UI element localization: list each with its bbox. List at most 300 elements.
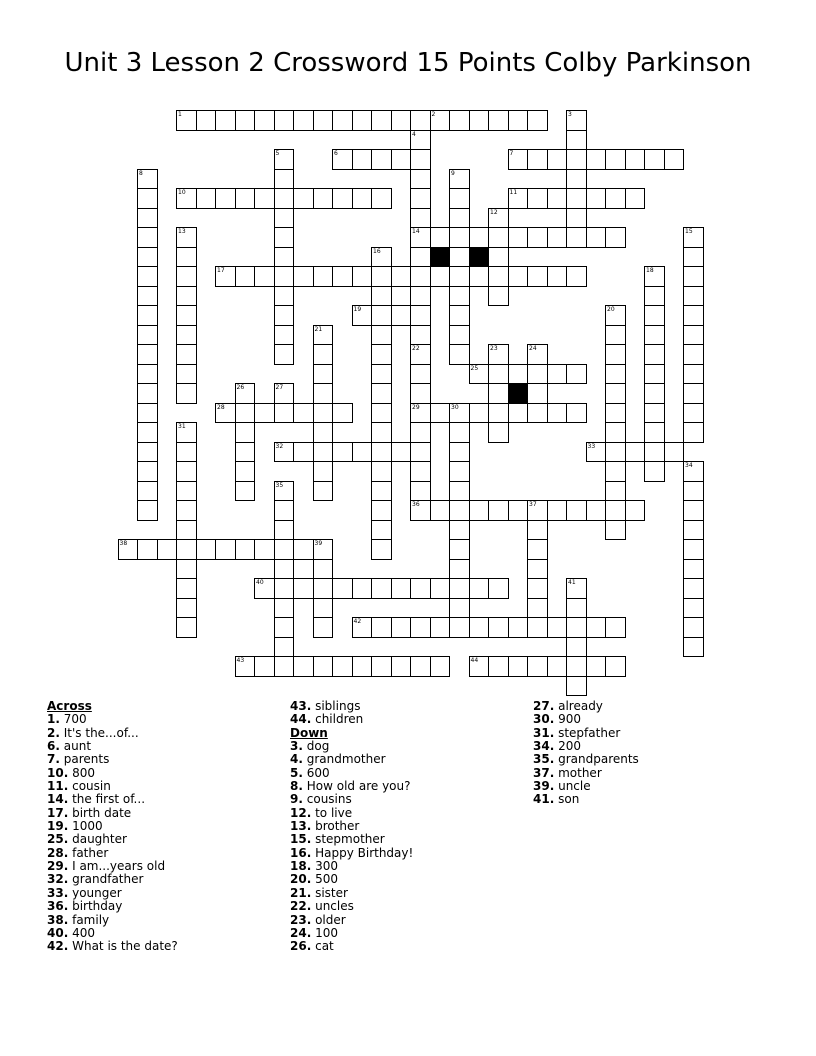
grid-cell[interactable] (469, 364, 490, 385)
grid-cell[interactable] (391, 266, 412, 287)
grid-cell[interactable] (625, 188, 646, 209)
grid-cell[interactable] (644, 266, 665, 287)
grid-cell[interactable] (313, 442, 334, 463)
grid-cell[interactable] (644, 422, 665, 443)
grid-cell[interactable] (391, 578, 412, 599)
grid-cell[interactable] (508, 110, 529, 131)
grid-cell[interactable] (586, 227, 607, 248)
grid-cell[interactable] (586, 617, 607, 638)
grid-cell[interactable] (371, 403, 392, 424)
grid-cell[interactable] (137, 208, 158, 229)
grid-cell[interactable] (547, 266, 568, 287)
grid-cell[interactable] (410, 169, 431, 190)
grid-cell[interactable] (566, 110, 587, 131)
grid-cell[interactable] (391, 656, 412, 677)
grid-cell[interactable] (430, 266, 451, 287)
grid-cell[interactable] (274, 286, 295, 307)
grid-cell[interactable] (488, 656, 509, 677)
grid-cell[interactable] (566, 266, 587, 287)
grid-cell[interactable] (410, 617, 431, 638)
grid-cell[interactable] (391, 442, 412, 463)
grid-cell[interactable] (683, 637, 704, 658)
grid-cell[interactable] (313, 383, 334, 404)
grid-cell[interactable] (644, 149, 665, 170)
grid-cell[interactable] (527, 656, 548, 677)
grid-cell[interactable] (235, 403, 256, 424)
grid-cell[interactable] (137, 305, 158, 326)
grid-cell[interactable] (488, 110, 509, 131)
grid-cell[interactable] (605, 617, 626, 638)
grid-cell[interactable] (274, 169, 295, 190)
grid-cell[interactable] (683, 598, 704, 619)
grid-cell[interactable] (547, 188, 568, 209)
grid-cell[interactable] (527, 364, 548, 385)
grid-cell[interactable] (508, 656, 529, 677)
grid-cell[interactable] (137, 422, 158, 443)
grid-cell[interactable] (176, 520, 197, 541)
grid-cell[interactable] (683, 364, 704, 385)
grid-cell[interactable] (274, 403, 295, 424)
grid-cell[interactable] (391, 110, 412, 131)
grid-cell[interactable] (449, 344, 470, 365)
grid-cell[interactable] (274, 188, 295, 209)
grid-cell[interactable] (547, 500, 568, 521)
grid-cell[interactable] (527, 383, 548, 404)
grid-cell[interactable] (508, 403, 529, 424)
grid-cell[interactable] (605, 461, 626, 482)
grid-cell[interactable] (235, 539, 256, 560)
grid-cell[interactable] (683, 403, 704, 424)
grid-cell[interactable] (488, 208, 509, 229)
grid-cell[interactable] (176, 266, 197, 287)
grid-cell[interactable] (527, 598, 548, 619)
grid-cell[interactable] (235, 110, 256, 131)
grid-cell[interactable] (449, 559, 470, 580)
grid-cell[interactable] (352, 656, 373, 677)
grid-cell[interactable] (176, 598, 197, 619)
grid-cell[interactable] (176, 364, 197, 385)
grid-cell[interactable] (566, 637, 587, 658)
grid-cell[interactable] (527, 227, 548, 248)
grid-cell[interactable] (313, 598, 334, 619)
grid-cell[interactable] (488, 578, 509, 599)
grid-cell[interactable] (137, 461, 158, 482)
grid-cell[interactable] (196, 188, 217, 209)
grid-cell[interactable] (274, 442, 295, 463)
grid-cell[interactable] (469, 656, 490, 677)
grid-cell[interactable] (274, 344, 295, 365)
grid-cell[interactable] (605, 325, 626, 346)
grid-cell[interactable] (118, 539, 139, 560)
grid-cell[interactable] (527, 266, 548, 287)
grid-cell[interactable] (274, 266, 295, 287)
grid-cell[interactable] (644, 286, 665, 307)
grid-cell[interactable] (274, 656, 295, 677)
grid-cell[interactable] (430, 403, 451, 424)
grid-cell[interactable] (176, 110, 197, 131)
grid-cell[interactable] (683, 227, 704, 248)
grid-cell[interactable] (449, 227, 470, 248)
grid-cell[interactable] (683, 247, 704, 268)
grid-cell[interactable] (254, 656, 275, 677)
grid-cell[interactable] (215, 188, 236, 209)
grid-cell[interactable] (527, 149, 548, 170)
grid-cell[interactable] (293, 656, 314, 677)
grid-cell[interactable] (274, 578, 295, 599)
grid-cell[interactable] (332, 188, 353, 209)
grid-cell[interactable] (449, 286, 470, 307)
grid-cell[interactable] (410, 247, 431, 268)
grid-cell[interactable] (410, 383, 431, 404)
grid-cell[interactable] (488, 266, 509, 287)
grid-cell[interactable] (293, 188, 314, 209)
grid-cell[interactable] (683, 500, 704, 521)
grid-cell[interactable] (605, 422, 626, 443)
grid-cell[interactable] (508, 364, 529, 385)
grid-cell[interactable] (313, 188, 334, 209)
grid-cell[interactable] (313, 110, 334, 131)
grid-cell[interactable] (371, 539, 392, 560)
grid-cell[interactable] (371, 364, 392, 385)
grid-cell[interactable] (488, 500, 509, 521)
grid-cell[interactable] (215, 266, 236, 287)
grid-cell[interactable] (176, 481, 197, 502)
grid-cell[interactable] (625, 442, 646, 463)
grid-cell[interactable] (449, 500, 470, 521)
grid-cell[interactable] (527, 344, 548, 365)
grid-cell[interactable] (566, 656, 587, 677)
grid-cell[interactable] (137, 286, 158, 307)
grid-cell[interactable] (683, 520, 704, 541)
grid-cell[interactable] (274, 500, 295, 521)
grid-cell[interactable] (371, 344, 392, 365)
grid-cell[interactable] (274, 598, 295, 619)
grid-cell[interactable] (449, 461, 470, 482)
grid-cell[interactable] (352, 266, 373, 287)
grid-cell[interactable] (547, 149, 568, 170)
grid-cell[interactable] (469, 617, 490, 638)
grid-cell[interactable] (664, 442, 685, 463)
grid-cell[interactable] (430, 656, 451, 677)
grid-cell[interactable] (527, 539, 548, 560)
grid-cell[interactable] (371, 149, 392, 170)
grid-cell[interactable] (566, 676, 587, 697)
grid-cell[interactable] (196, 539, 217, 560)
grid-cell[interactable] (566, 364, 587, 385)
grid-cell[interactable] (410, 208, 431, 229)
grid-cell[interactable] (274, 539, 295, 560)
grid-cell[interactable] (371, 461, 392, 482)
grid-cell[interactable] (176, 422, 197, 443)
grid-cell[interactable] (586, 442, 607, 463)
grid-cell[interactable] (430, 578, 451, 599)
grid-cell[interactable] (449, 520, 470, 541)
grid-cell[interactable] (430, 500, 451, 521)
grid-cell[interactable] (313, 481, 334, 502)
grid-cell[interactable] (274, 637, 295, 658)
grid-cell[interactable] (586, 188, 607, 209)
grid-cell[interactable] (274, 305, 295, 326)
grid-cell[interactable] (683, 559, 704, 580)
grid-cell[interactable] (469, 403, 490, 424)
grid-cell[interactable] (371, 442, 392, 463)
grid-cell[interactable] (274, 481, 295, 502)
grid-cell[interactable] (566, 169, 587, 190)
grid-cell[interactable] (274, 110, 295, 131)
grid-cell[interactable] (235, 442, 256, 463)
grid-cell[interactable] (566, 598, 587, 619)
grid-cell[interactable] (313, 539, 334, 560)
grid-cell[interactable] (664, 149, 685, 170)
grid-cell[interactable] (293, 110, 314, 131)
grid-cell[interactable] (449, 442, 470, 463)
grid-cell[interactable] (410, 461, 431, 482)
grid-cell[interactable] (449, 305, 470, 326)
grid-cell[interactable] (313, 617, 334, 638)
grid-cell[interactable] (313, 266, 334, 287)
grid-cell[interactable] (352, 188, 373, 209)
grid-cell[interactable] (254, 539, 275, 560)
grid-cell[interactable] (586, 656, 607, 677)
grid-cell[interactable] (527, 110, 548, 131)
grid-cell[interactable] (527, 403, 548, 424)
grid-cell[interactable] (274, 208, 295, 229)
grid-cell[interactable] (371, 617, 392, 638)
grid-cell[interactable] (371, 383, 392, 404)
grid-cell[interactable] (332, 442, 353, 463)
grid-cell[interactable] (332, 149, 353, 170)
grid-cell[interactable] (235, 461, 256, 482)
grid-cell[interactable] (566, 227, 587, 248)
grid-cell[interactable] (644, 461, 665, 482)
grid-cell[interactable] (605, 227, 626, 248)
grid-cell[interactable] (235, 266, 256, 287)
grid-cell[interactable] (371, 422, 392, 443)
grid-cell[interactable] (449, 422, 470, 443)
grid-cell[interactable] (508, 500, 529, 521)
grid-cell[interactable] (332, 578, 353, 599)
grid-cell[interactable] (683, 344, 704, 365)
grid-cell[interactable] (508, 617, 529, 638)
grid-cell[interactable] (215, 539, 236, 560)
grid-cell[interactable] (391, 305, 412, 326)
grid-cell[interactable] (410, 656, 431, 677)
grid-cell[interactable] (371, 578, 392, 599)
grid-cell[interactable] (235, 656, 256, 677)
grid-cell[interactable] (566, 188, 587, 209)
grid-cell[interactable] (313, 461, 334, 482)
grid-cell[interactable] (683, 539, 704, 560)
grid-cell[interactable] (547, 656, 568, 677)
grid-cell[interactable] (352, 578, 373, 599)
grid-cell[interactable] (683, 422, 704, 443)
grid-cell[interactable] (547, 364, 568, 385)
grid-cell[interactable] (235, 383, 256, 404)
grid-cell[interactable] (157, 539, 178, 560)
grid-cell[interactable] (410, 110, 431, 131)
grid-cell[interactable] (371, 481, 392, 502)
grid-cell[interactable] (371, 188, 392, 209)
grid-cell[interactable] (430, 227, 451, 248)
grid-cell[interactable] (644, 325, 665, 346)
grid-cell[interactable] (410, 578, 431, 599)
grid-cell[interactable] (332, 110, 353, 131)
grid-cell[interactable] (313, 364, 334, 385)
grid-cell[interactable] (605, 520, 626, 541)
grid-cell[interactable] (605, 383, 626, 404)
grid-cell[interactable] (352, 149, 373, 170)
grid-cell[interactable] (137, 403, 158, 424)
grid-cell[interactable] (410, 500, 431, 521)
grid-cell[interactable] (527, 578, 548, 599)
grid-cell[interactable] (313, 325, 334, 346)
grid-cell[interactable] (605, 481, 626, 502)
grid-cell[interactable] (235, 481, 256, 502)
grid-cell[interactable] (683, 461, 704, 482)
grid-cell[interactable] (586, 149, 607, 170)
grid-cell[interactable] (313, 403, 334, 424)
grid-cell[interactable] (410, 305, 431, 326)
grid-cell[interactable] (410, 403, 431, 424)
grid-cell[interactable] (274, 247, 295, 268)
grid-cell[interactable] (469, 110, 490, 131)
grid-cell[interactable] (605, 442, 626, 463)
grid-cell[interactable] (371, 110, 392, 131)
grid-cell[interactable] (566, 500, 587, 521)
grid-cell[interactable] (371, 520, 392, 541)
grid-cell[interactable] (586, 500, 607, 521)
grid-cell[interactable] (449, 188, 470, 209)
grid-cell[interactable] (274, 227, 295, 248)
grid-cell[interactable] (566, 149, 587, 170)
grid-cell[interactable] (644, 364, 665, 385)
grid-cell[interactable] (566, 578, 587, 599)
grid-cell[interactable] (371, 500, 392, 521)
grid-cell[interactable] (313, 656, 334, 677)
grid-cell[interactable] (371, 247, 392, 268)
grid-cell[interactable] (605, 500, 626, 521)
grid-cell[interactable] (137, 442, 158, 463)
grid-cell[interactable] (527, 520, 548, 541)
grid-cell[interactable] (274, 325, 295, 346)
grid-cell[interactable] (215, 110, 236, 131)
grid-cell[interactable] (332, 266, 353, 287)
grid-cell[interactable] (683, 266, 704, 287)
grid-cell[interactable] (527, 617, 548, 638)
grid-cell[interactable] (352, 442, 373, 463)
grid-cell[interactable] (644, 344, 665, 365)
grid-cell[interactable] (313, 559, 334, 580)
grid-cell[interactable] (605, 403, 626, 424)
grid-cell[interactable] (137, 227, 158, 248)
grid-cell[interactable] (605, 344, 626, 365)
grid-cell[interactable] (371, 266, 392, 287)
grid-cell[interactable] (449, 325, 470, 346)
grid-cell[interactable] (449, 403, 470, 424)
grid-cell[interactable] (683, 286, 704, 307)
grid-cell[interactable] (274, 383, 295, 404)
grid-cell[interactable] (449, 539, 470, 560)
grid-cell[interactable] (625, 149, 646, 170)
grid-cell[interactable] (449, 266, 470, 287)
grid-cell[interactable] (508, 188, 529, 209)
grid-cell[interactable] (449, 481, 470, 502)
grid-cell[interactable] (176, 188, 197, 209)
grid-cell[interactable] (449, 598, 470, 619)
grid-cell[interactable] (410, 188, 431, 209)
grid-cell[interactable] (137, 364, 158, 385)
grid-cell[interactable] (137, 169, 158, 190)
grid-cell[interactable] (469, 500, 490, 521)
grid-cell[interactable] (683, 578, 704, 599)
grid-cell[interactable] (449, 578, 470, 599)
grid-cell[interactable] (566, 208, 587, 229)
grid-cell[interactable] (176, 247, 197, 268)
grid-cell[interactable] (254, 188, 275, 209)
grid-cell[interactable] (352, 305, 373, 326)
grid-cell[interactable] (235, 422, 256, 443)
grid-cell[interactable] (469, 578, 490, 599)
grid-cell[interactable] (274, 617, 295, 638)
grid-cell[interactable] (176, 442, 197, 463)
grid-cell[interactable] (683, 481, 704, 502)
grid-cell[interactable] (410, 364, 431, 385)
grid-cell[interactable] (644, 383, 665, 404)
grid-cell[interactable] (430, 110, 451, 131)
grid-cell[interactable] (547, 617, 568, 638)
grid-cell[interactable] (371, 305, 392, 326)
grid-cell[interactable] (137, 247, 158, 268)
grid-cell[interactable] (313, 344, 334, 365)
grid-cell[interactable] (274, 559, 295, 580)
grid-cell[interactable] (293, 442, 314, 463)
grid-cell[interactable] (449, 110, 470, 131)
grid-cell[interactable] (176, 578, 197, 599)
grid-cell[interactable] (332, 403, 353, 424)
grid-cell[interactable] (137, 481, 158, 502)
grid-cell[interactable] (683, 383, 704, 404)
grid-cell[interactable] (254, 403, 275, 424)
grid-cell[interactable] (176, 461, 197, 482)
grid-cell[interactable] (176, 344, 197, 365)
grid-cell[interactable] (137, 325, 158, 346)
grid-cell[interactable] (176, 325, 197, 346)
grid-cell[interactable] (274, 520, 295, 541)
grid-cell[interactable] (410, 227, 431, 248)
grid-cell[interactable] (410, 442, 431, 463)
grid-cell[interactable] (683, 305, 704, 326)
grid-cell[interactable] (410, 286, 431, 307)
grid-cell[interactable] (469, 266, 490, 287)
grid-cell[interactable] (391, 617, 412, 638)
grid-cell[interactable] (371, 325, 392, 346)
grid-cell[interactable] (176, 617, 197, 638)
grid-cell[interactable] (449, 208, 470, 229)
grid-cell[interactable] (488, 617, 509, 638)
grid-cell[interactable] (410, 422, 431, 443)
grid-cell[interactable] (449, 247, 470, 268)
grid-cell[interactable] (625, 500, 646, 521)
grid-cell[interactable] (410, 344, 431, 365)
grid-cell[interactable] (254, 266, 275, 287)
grid-cell[interactable] (371, 656, 392, 677)
grid-cell[interactable] (293, 403, 314, 424)
grid-cell[interactable] (196, 110, 217, 131)
grid-cell[interactable] (176, 539, 197, 560)
grid-cell[interactable] (683, 325, 704, 346)
grid-cell[interactable] (566, 130, 587, 151)
grid-cell[interactable] (683, 617, 704, 638)
